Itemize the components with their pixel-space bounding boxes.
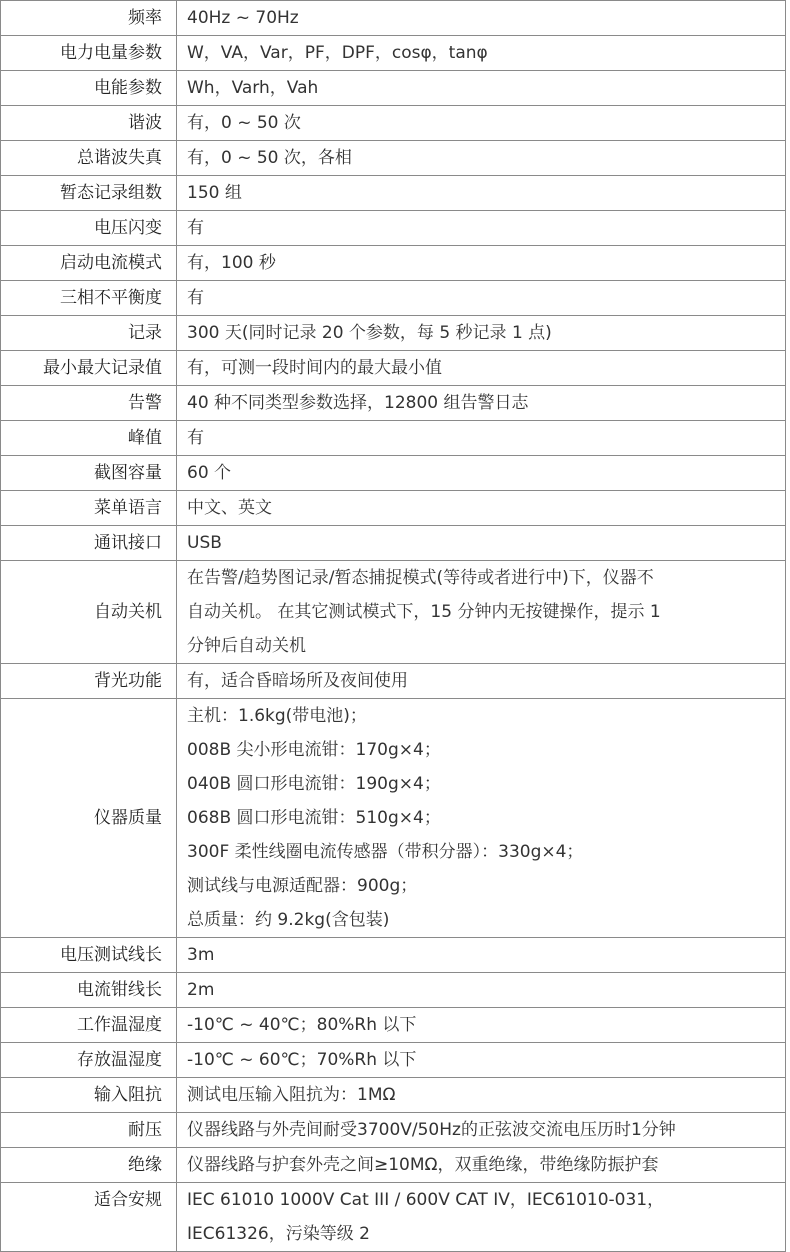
spec-label: 自动关机 (1, 561, 177, 664)
spec-row (1, 246, 786, 281)
spec-value (177, 456, 786, 491)
spec-value-line: 中文、英文 (187, 498, 272, 518)
spec-label: 记录 (1, 316, 177, 351)
spec-value (177, 316, 786, 351)
spec-label: 暂态记录组数 (1, 176, 177, 211)
spec-label: 峰值 (1, 421, 177, 456)
spec-value (177, 491, 786, 526)
spec-row (1, 211, 786, 246)
spec-value-line: 2m (187, 980, 215, 1000)
spec-value-line: Wh，Varh，Vah (187, 78, 319, 98)
spec-value (177, 1008, 786, 1043)
spec-value-line: 有，0 ~ 50 次 (187, 113, 301, 133)
spec-label: 最小最大记录值 (1, 351, 177, 386)
spec-value (177, 1148, 786, 1183)
spec-row (1, 281, 786, 316)
spec-row (1, 316, 786, 351)
spec-value-line: 测试线与电源适配器：900g； (187, 876, 418, 896)
spec-value-line: 有，可测一段时间内的最大最小值 (187, 358, 442, 378)
spec-row (1, 176, 786, 211)
spec-row (1, 456, 786, 491)
spec-value-line: 有 (187, 218, 204, 238)
spec-label: 电力电量参数 (1, 36, 177, 71)
spec-value-line: 40Hz ~ 70Hz (187, 8, 299, 28)
spec-value (177, 938, 786, 973)
spec-row (1, 36, 786, 71)
spec-row (1, 561, 786, 664)
spec-value-line: 008B 尖小形电流钳：170g×4； (187, 740, 441, 760)
spec-value (177, 699, 786, 938)
spec-value-line: 在告警/趋势图记录/暂态捕捉模式(等待或者进行中)下，仪器不 (187, 568, 654, 588)
spec-value-line: 300 天(同时记录 20 个参数，每 5 秒记录 1 点) (187, 323, 552, 343)
spec-value (177, 526, 786, 561)
spec-label: 总谐波失真 (1, 141, 177, 176)
spec-row (1, 351, 786, 386)
spec-label: 背光功能 (1, 664, 177, 699)
spec-value-line: 有 (187, 428, 204, 448)
spec-label: 启动电流模式 (1, 246, 177, 281)
spec-label: 绝缘 (1, 1148, 177, 1183)
spec-row (1, 1113, 786, 1148)
spec-value-line: IEC 61010 1000V Cat III / 600V CAT IV，IEC61010-031， (187, 1190, 665, 1210)
spec-label: 电压测试线长 (1, 938, 177, 973)
spec-value (177, 141, 786, 176)
spec-table-body (1, 1, 786, 1252)
spec-label: 适合安规 (1, 1183, 177, 1252)
spec-value-line: IEC61326，污染等级 2 (187, 1224, 370, 1244)
spec-label: 通讯接口 (1, 526, 177, 561)
spec-row (1, 421, 786, 456)
spec-value (177, 1078, 786, 1113)
spec-label: 谐波 (1, 106, 177, 141)
spec-value (177, 664, 786, 699)
spec-value-line: 分钟后自动关机 (187, 636, 306, 656)
spec-value-line: 有，0 ~ 50 次，各相 (187, 148, 352, 168)
spec-value (177, 1113, 786, 1148)
spec-row (1, 1148, 786, 1183)
spec-value-line: 60 个 (187, 463, 232, 483)
spec-value-line: -10℃ ~ 60℃；70%Rh 以下 (187, 1050, 417, 1070)
spec-label: 告警 (1, 386, 177, 421)
spec-row (1, 1043, 786, 1078)
spec-value-line: 总质量：约 9.2kg(含包装) (187, 910, 390, 930)
spec-value-line: 40 种不同类型参数选择，12800 组告警日志 (187, 393, 529, 413)
spec-row (1, 664, 786, 699)
spec-value (177, 36, 786, 71)
spec-value (177, 351, 786, 386)
spec-value (177, 973, 786, 1008)
spec-value (177, 386, 786, 421)
spec-row (1, 973, 786, 1008)
spec-row (1, 1078, 786, 1113)
spec-label: 电能参数 (1, 71, 177, 106)
spec-value-line: 主机：1.6kg(带电池)； (187, 706, 367, 726)
spec-value (177, 106, 786, 141)
spec-value-line: 300F 柔性线圈电流传感器（带积分器）：330g×4； (187, 842, 584, 862)
spec-value-line: 有，适合昏暗场所及夜间使用 (187, 671, 408, 691)
spec-value-line: 040B 圆口形电流钳：190g×4； (187, 774, 441, 794)
spec-value-line: 068B 圆口形电流钳：510g×4； (187, 808, 441, 828)
spec-row (1, 1183, 786, 1252)
spec-label: 电压闪变 (1, 211, 177, 246)
spec-label: 菜单语言 (1, 491, 177, 526)
spec-row (1, 141, 786, 176)
spec-value (177, 211, 786, 246)
spec-label: 频率 (1, 1, 177, 36)
spec-label: 工作温湿度 (1, 1008, 177, 1043)
spec-value-line: 测试电压输入阻抗为：1MΩ (187, 1085, 396, 1105)
spec-row (1, 1, 786, 36)
spec-row (1, 386, 786, 421)
spec-label: 存放温湿度 (1, 1043, 177, 1078)
spec-value-line: 3m (187, 945, 215, 965)
spec-value (177, 421, 786, 456)
spec-value-line: 150 组 (187, 183, 242, 203)
spec-value-line: 有 (187, 288, 204, 308)
spec-value-line: W，VA，Var，PF，DPF，cosφ，tanφ (187, 43, 488, 63)
spec-label: 电流钳线长 (1, 973, 177, 1008)
spec-row (1, 526, 786, 561)
spec-value (177, 176, 786, 211)
spec-value-line: USB (187, 533, 222, 553)
spec-label: 输入阻抗 (1, 1078, 177, 1113)
spec-label: 截图容量 (1, 456, 177, 491)
spec-value-line: 自动关机。 在其它测试模式下，15 分钟内无按键操作，提示 1 (187, 602, 661, 622)
spec-value-line: -10℃ ~ 40℃；80%Rh 以下 (187, 1015, 417, 1035)
spec-value-line: 仪器线路与外壳间耐受3700V/50Hz的正弦波交流电压历时1分钟 (187, 1120, 676, 1140)
spec-value (177, 246, 786, 281)
spec-label: 三相不平衡度 (1, 281, 177, 316)
spec-value (177, 281, 786, 316)
spec-row (1, 106, 786, 141)
spec-label: 仪器质量 (1, 699, 177, 938)
spec-value (177, 1183, 786, 1252)
spec-label: 耐压 (1, 1113, 177, 1148)
spec-value-line: 仪器线路与护套外壳之间≥10MΩ，双重绝缘，带绝缘防振护套 (187, 1155, 659, 1175)
spec-row (1, 1008, 786, 1043)
spec-value (177, 561, 786, 664)
spec-value (177, 1043, 786, 1078)
spec-row (1, 71, 786, 106)
spec-row (1, 491, 786, 526)
spec-value (177, 71, 786, 106)
spec-row (1, 699, 786, 938)
spec-value (177, 1, 786, 36)
spec-row (1, 938, 786, 973)
spec-value-line: 有，100 秒 (187, 253, 276, 273)
